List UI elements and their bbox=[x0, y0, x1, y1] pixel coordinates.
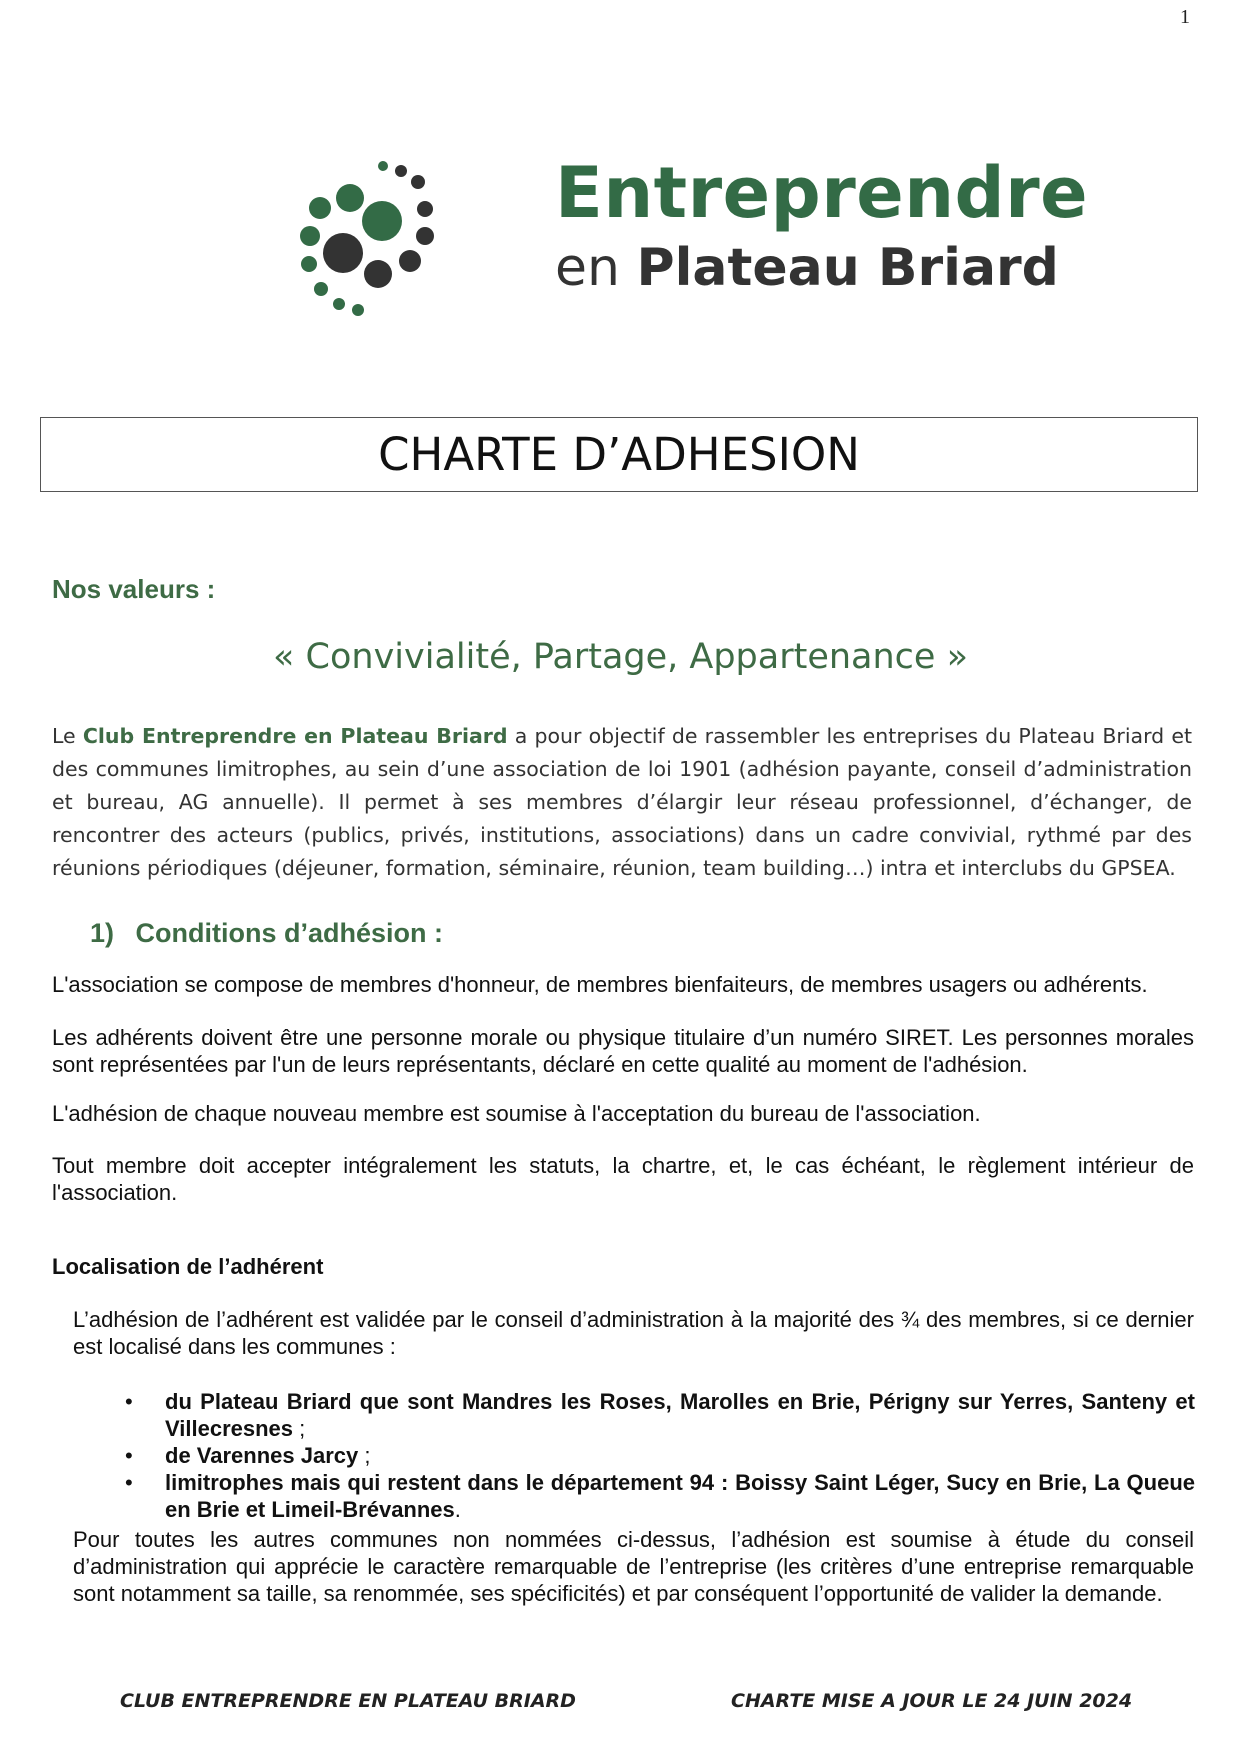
conditions-paragraph: L'association se compose de membres d'honneur, de membres bienfaiteurs, de membres usagers ou adhérents. bbox=[52, 972, 1148, 997]
list-item-bold: de Varennes Jarcy bbox=[165, 1443, 359, 1468]
intro-prefix: Le bbox=[52, 724, 83, 748]
intro-brand: Club Entreprendre en Plateau Briard bbox=[82, 724, 508, 748]
intro-paragraph bbox=[52, 720, 1192, 885]
page-number: 1 bbox=[1180, 6, 1190, 28]
communes-list bbox=[125, 1388, 1195, 1523]
list-item bbox=[125, 1469, 1195, 1523]
bullet-icon: • bbox=[125, 1389, 133, 1414]
section-heading-conditions bbox=[90, 918, 443, 949]
logo-subtitle-bold: Plateau Briard bbox=[636, 238, 1059, 298]
localisation-heading: Localisation de l’adhérent bbox=[52, 1254, 324, 1279]
footer-left: CLUB ENTREPRENDRE EN PLATEAU BRIARD bbox=[120, 1690, 576, 1712]
page-title: CHARTE D’ADHESION bbox=[40, 417, 1198, 492]
list-item-bold: limitrophes mais qui restent dans le département 94 : Boissy Saint Léger, Sucy en Brie, La Queue en Brie et Limeil-Brévannes bbox=[165, 1470, 1195, 1522]
logo bbox=[300, 150, 1089, 330]
localisation-outro: Pour toutes les autres communes non nommées ci-dessus, l’adhésion est soumise à étude du conseil d’administration qui apprécie le caractère remarquable de l’entreprise (les critères d’une entreprise remarquable sont notamment sa taille, sa renommée, ses spécificités) et par conséquent l’opportunité de valider la demande. bbox=[73, 1527, 1194, 1606]
motto: « Convivialité, Partage, Appartenance » bbox=[273, 637, 968, 677]
logo-title: Entreprendre bbox=[555, 152, 1089, 234]
list-item bbox=[125, 1388, 1195, 1442]
conditions-paragraph: Tout membre doit accepter intégralement les statuts, la chartre, et, le cas échéant, le règlement intérieur de l'association. bbox=[52, 1153, 1194, 1205]
conditions-paragraph: Les adhérents doivent être une personne morale ou physique titulaire d’un numéro SIRET. Les personnes morales sont représentées par l'un de leurs représentants, déclaré en cette qualité au moment de l'adhésion. bbox=[52, 1025, 1194, 1077]
logo-subtitle-prefix: en bbox=[555, 238, 620, 298]
section-number: 1) bbox=[90, 918, 115, 948]
bullet-icon: • bbox=[125, 1470, 133, 1495]
localisation-intro: L’adhésion de l’adhérent est validée par le conseil d’administration à la majorité des ¾ des membres, si ce dernier est localisé dans les communes : bbox=[73, 1307, 1194, 1359]
logo-dots-icon bbox=[300, 155, 460, 325]
conditions-paragraph: L'adhésion de chaque nouveau membre est soumise à l'acceptation du bureau de l'association. bbox=[52, 1101, 981, 1126]
intro-text: a pour objectif de rassembler les entreprises du Plateau Briard et des communes limitrophes, au sein d’une association de loi 1901 (adhésion payante, conseil d’administration et bureau, AG annuelle). Il permet à ses membres d’élargir leur réseau professionnel, d’échanger, de rencontrer des acteurs (publics, privés, institutions, associations) dans un cadre convivial, rythmé par des réunions périodiques (déjeuner, formation, séminaire, réunion, team building…) intra et interclubs du GPSEA. bbox=[52, 724, 1192, 880]
logo-subtitle bbox=[555, 238, 1059, 298]
list-item-tail: ; bbox=[358, 1443, 371, 1468]
bullet-icon: • bbox=[125, 1443, 133, 1468]
footer-right: CHARTE MISE A JOUR LE 24 JUIN 2024 bbox=[731, 1690, 1133, 1712]
list-item-bold: du Plateau Briard que sont Mandres les Roses, Marolles en Brie, Périgny sur Yerres, Santeny et Villecresnes bbox=[165, 1389, 1195, 1441]
list-item-tail: ; bbox=[293, 1416, 306, 1441]
list-item bbox=[125, 1442, 1195, 1469]
values-heading: Nos valeurs : bbox=[52, 574, 216, 604]
section-title: Conditions d’adhésion : bbox=[135, 918, 443, 948]
list-item-tail: . bbox=[454, 1497, 461, 1522]
